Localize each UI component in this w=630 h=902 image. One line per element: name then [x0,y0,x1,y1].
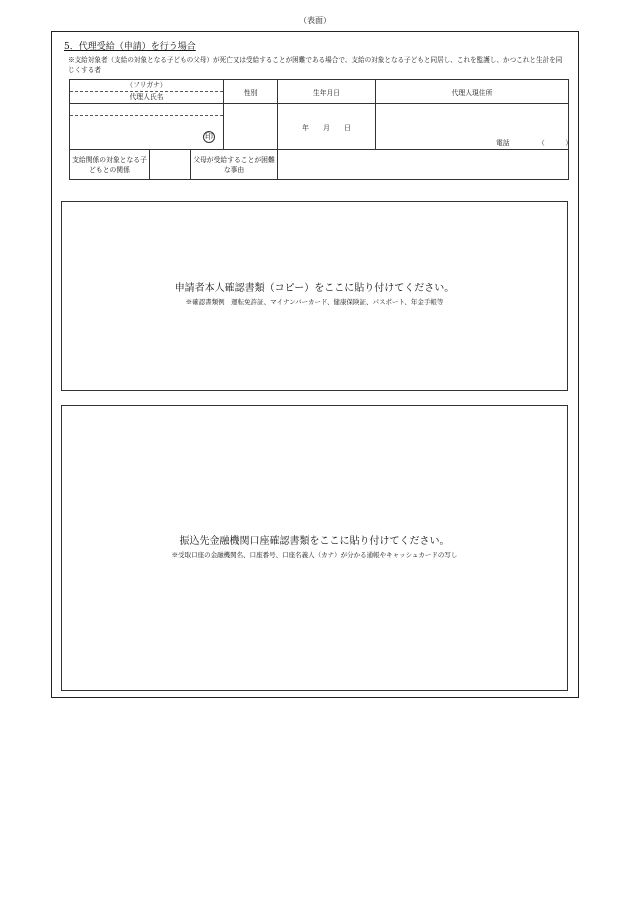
section-note: ※支給対象者（支給の対象となる子どもの父母）が死亡又は受給することが困難である場合で、支給の対象となる子どもと同居し、これを監護し、かつこれと生計を同じくする者 [68,56,563,74]
name-header-cell [70,80,224,104]
address-field[interactable] [376,104,572,150]
name-input-area[interactable] [70,116,223,149]
relation-label: 支給関係の対象となる子どもとの関係 [70,150,150,180]
page-side-label: （表面） [299,16,331,25]
form-frame [51,31,579,698]
gender-field[interactable] [224,104,278,150]
seal-mark: 印 [205,132,214,141]
bank-document-paste-area [61,405,568,691]
gender-label: 性別 [224,80,278,104]
id-document-instruction: 申請者本人確認書類（コピー）をここに貼り付けてください。 [174,283,455,294]
section-title: 5．代理受給（申請）を行う場合 [64,42,196,52]
relation-field[interactable] [150,150,191,180]
agent-name-field[interactable] [70,104,224,150]
bank-document-examples: ※受取口座の金融機関名、口座番号、口座名義人（カナ）が分かる通帳やキャッシュカードの写し [171,551,458,559]
bank-document-instruction: 振込先金融機関口座確認書類をここに貼り付けてください。 [179,536,450,547]
id-document-paste-area [61,201,568,391]
id-document-examples: ※確認書類例 運転免許証、マイナンバーカード、健康保険証、パスポート、年金手帳等 [185,298,444,306]
reason-label: 父母が受給することが困難な事由 [191,150,278,180]
agent-name-label: 代理人氏名 [129,93,164,101]
agent-table [69,79,572,180]
furigana-label: （フリガナ） [70,80,223,92]
tel-parentheses: （ ） [538,139,572,147]
address-label: 代理人現住所 [376,80,569,104]
birthdate-fill-text: 年 月 日 [302,123,351,132]
reason-field[interactable] [278,150,569,180]
furigana-input-area[interactable] [70,104,223,116]
birthdate-field[interactable] [278,104,376,150]
birthdate-label: 生年月日 [278,80,376,104]
tel-label: 電話 [496,139,510,147]
